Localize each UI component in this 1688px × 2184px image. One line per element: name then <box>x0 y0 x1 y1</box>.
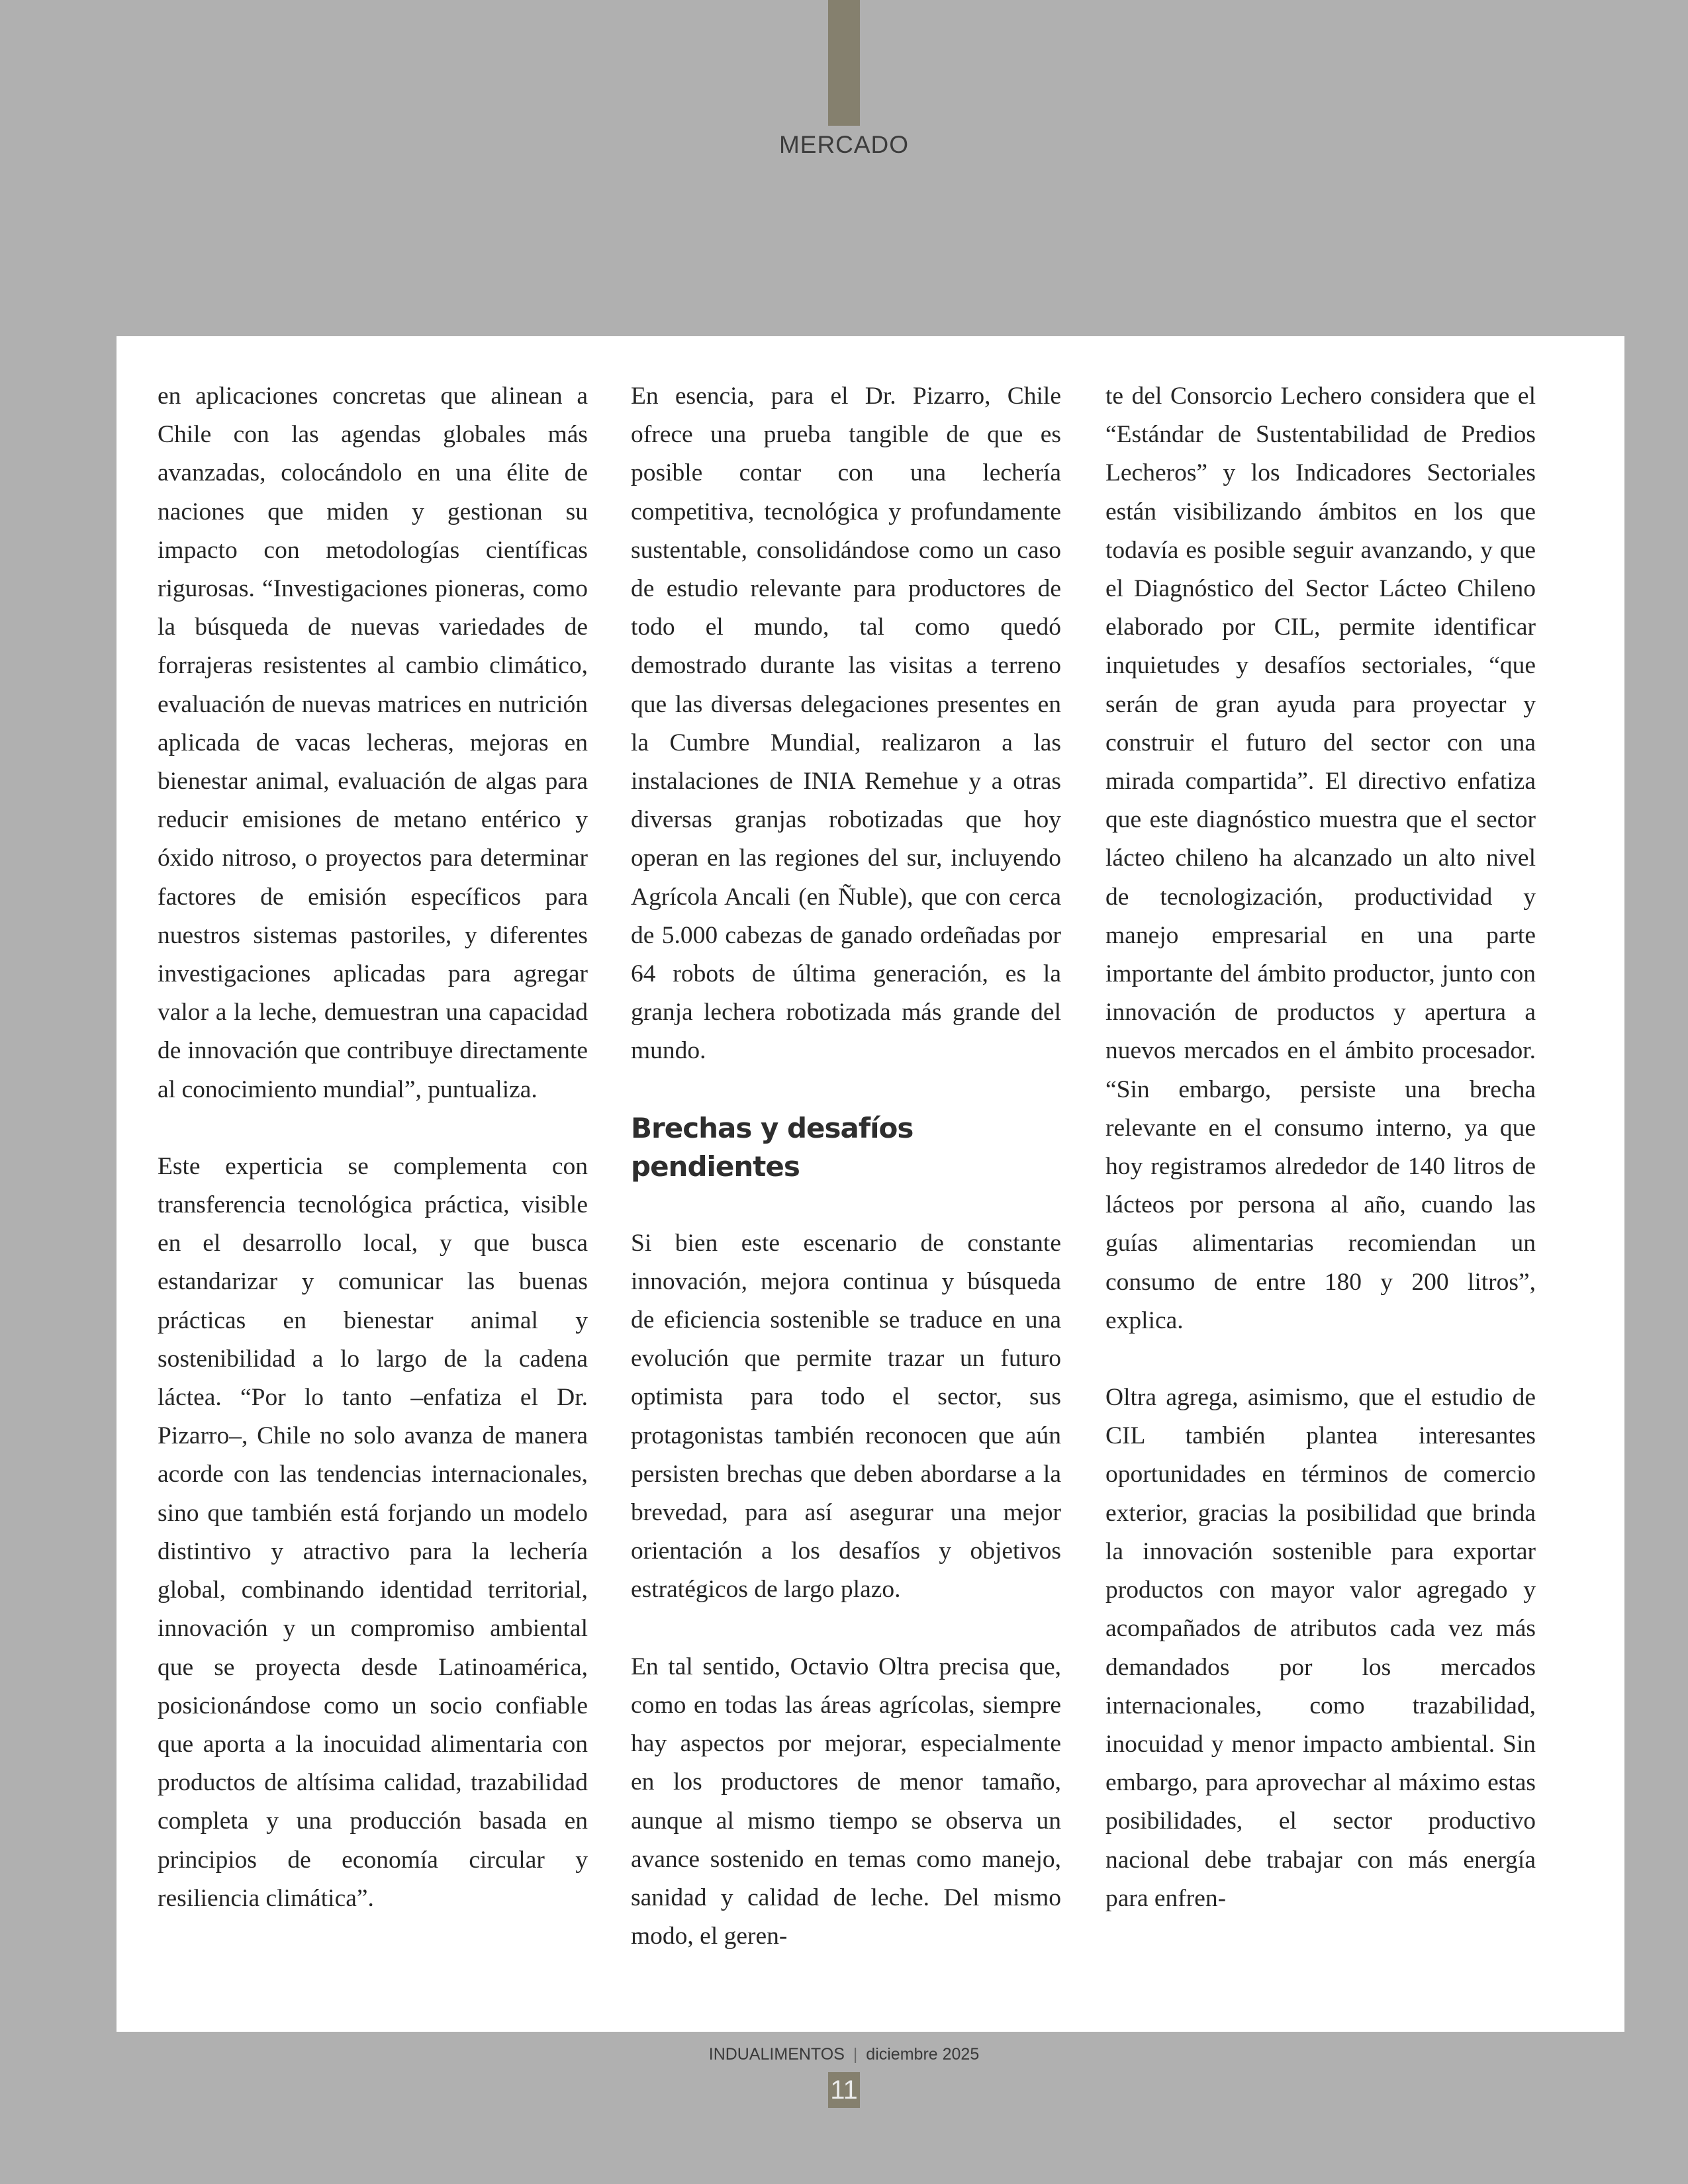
text-column-3 <box>1105 377 1536 1918</box>
paragraph: En esencia, para el Dr. Pizarro, Chile ofrece una prueba tangible de que es posible contar con una lechería competitiva, tecnológica y profundamente sustentable, consolidándose como un caso de estudio relevante para productores de todo el mundo, tal como quedó demostrado durante las visitas a terreno que las diversas delegaciones presentes en la Cumbre Mundial, realizaron a las instalaciones de INIA Remehue y a otras diversas granjas robotizadas que hoy operan en las regiones del sur, incluyendo Agrícola Ancali (en Ñuble), que con cerca de 5.000 cabezas de ganado ordeñadas por 64 robots de última generación, es la granja lechera robotizada más grande del mundo. <box>631 383 1061 1065</box>
publication-name: INDUALIMENTOS <box>708 2045 845 2064</box>
section-subheading: Brechas y desafíos pendientes <box>631 1111 914 1183</box>
text-column-2 <box>631 377 1061 1956</box>
paragraph: Si bien este escenario de constante innovación, mejora continua y búsqueda de eficiencia sostenible se traduce en una evolución que permite trazar un futuro optimista para todo el sector, sus protagonistas también reconocen que aún persisten brechas que deben abordarse a la brevedad, para así asegurar una mejor orientación a los desafíos y objetivos estratégicos de largo plazo. <box>631 1229 1061 1604</box>
page-footer <box>0 2045 1688 2064</box>
paragraph: Oltra agrega, asimismo, que el estudio de CIL también plantea interesantes oportunidades en términos de comercio exterior, gracias la posibilidad que brinda la innovación sostenible para exportar productos con mayor valor agregado y acompañados de atributos cada vez más demandados por los mercados internacionales, como trazabilidad, inocuidad y menor impacto ambiental. Sin embargo, para aprovechar al máximo estas posibilidades, el sector productivo nacional debe trabajar con más energía para enfren- <box>1105 1384 1536 1912</box>
top-accent-bar <box>828 0 860 126</box>
paragraph: Este experticia se complementa con transferencia tecnológica práctica, visible en el desarrollo local, y que busca estandarizar y comunicar las buenas prácticas en bienestar animal y sostenibilidad a lo largo de la cadena láctea. “Por lo tanto –enfatiza el Dr. Pizarro–, Chile no solo avanza de manera acorde con las tendencias internacionales, sino que también está forjando un modelo distintivo y atractivo para la lechería global, combinando identidad territorial, innovación y un compromiso ambiental que se proyecta desde Latinoamérica, posicionándose como un socio confiable que aporta a la inocuidad alimentaria con productos de altísima calidad, trazabilidad completa y una producción basada en principios de economía circular y resiliencia climática”. <box>158 1152 588 1912</box>
issue-date: diciembre 2025 <box>866 2045 980 2064</box>
paragraph: en aplicaciones concretas que alinean a Chile con las agendas globales más avanzadas, colocándolo en una élite de naciones que miden y gestionan su impacto con metodologías científicas rigurosas. “Investigaciones pioneras, como la búsqueda de nuevas variedades de forrajeras resistentes al cambio climático, evaluación de nuevas matrices en nutrición aplicada de vacas lecheras, mejoras en bienestar animal, evaluación de algas para reducir emisiones de metano entérico y óxido nitroso, o proyectos para determinar factores de emisión específicos para nuestros sistemas pastoriles, y diferentes investigaciones aplicadas para agregar valor a la leche, demuestran una capacidad de innovación que contribuye directamente al conocimiento mundial”, puntualiza. <box>158 383 588 1103</box>
paragraph: En tal sentido, Octavio Oltra precisa que, como en todas las áreas agrícolas, siempre hay aspectos por mejorar, especialmente en los productores de menor tamaño, aunque al mismo tiempo se observa un avance sostenido en temas como manejo, sanidad y calidad de leche. Del mismo modo, el geren- <box>631 1653 1061 1950</box>
page-number: 11 <box>828 2072 860 2108</box>
section-label: MERCADO <box>778 131 910 158</box>
text-column-1 <box>158 377 588 1918</box>
paragraph: te del Consorcio Lechero considera que el “Estándar de Sustentabilidad de Predios Lecheros” y los Indicadores Sectoriales están visibilizando ámbitos en los que todavía es posible seguir avanzando, y que el Diagnóstico del Sector Lácteo Chileno elaborado por CIL, permite identificar inquietudes y desafíos sectoriales, “que serán de gran ayuda para proyectar y construir el futuro del sector con una mirada compartida”. El directivo enfatiza que este diagnóstico muestra que el sector lácteo chileno ha alcanzado un alto nivel de tecnologización, productividad y manejo empresarial en una parte importante del ámbito productor, junto con innovación de productos y apertura a nuevos mercados en el ámbito procesador. “Sin embargo, persiste una brecha relevante en el consumo interno, ya que hoy registramos alrededor de 140 litros de lácteos por persona al año, cuando las guías alimentarias recomiendan un consumo de entre 180 y 200 litros”, explica. <box>1105 383 1536 1334</box>
footer-separator: | <box>853 2045 858 2064</box>
